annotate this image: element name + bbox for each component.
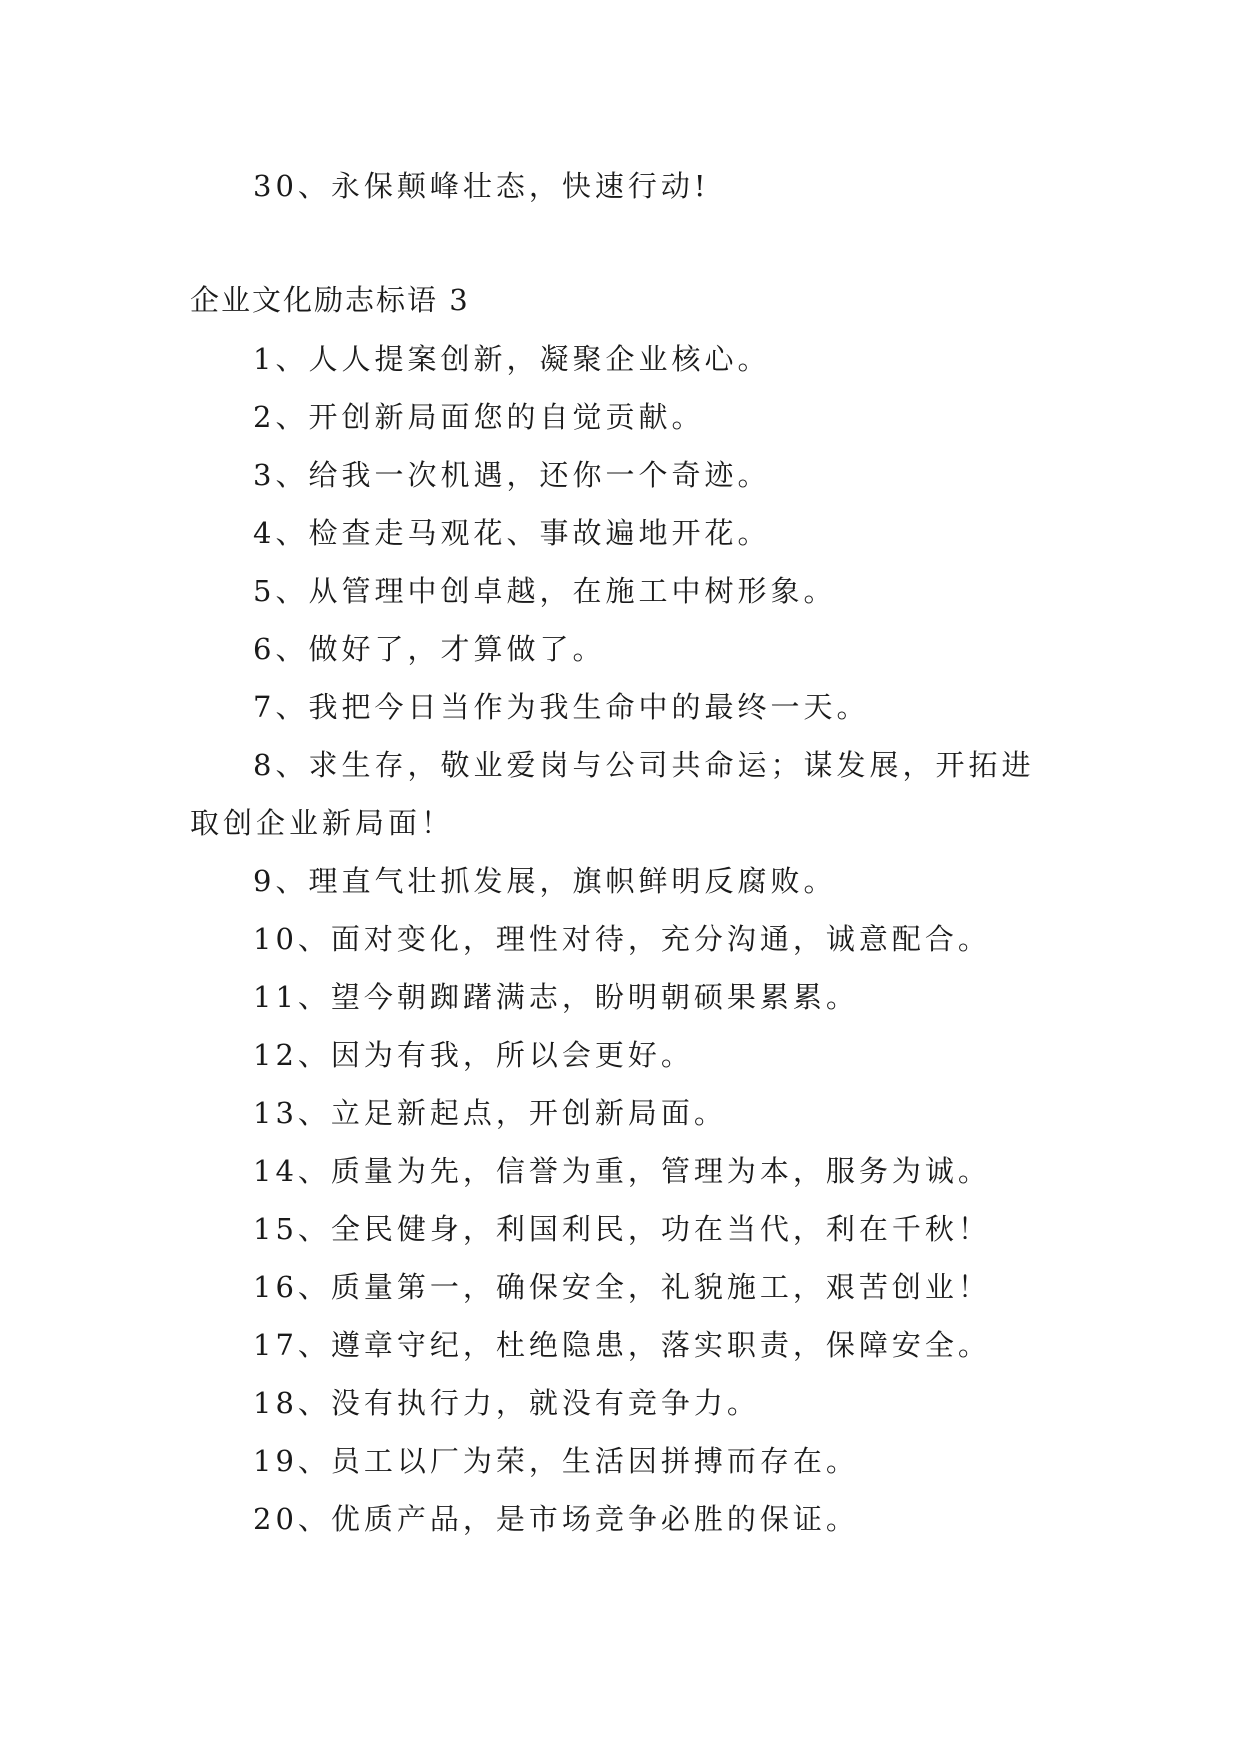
slogan-item-18: 18、没有执行力，就没有竞争力。: [253, 1386, 760, 1420]
slogan-item-16: 16、质量第一，确保安全，礼貌施工，艰苦创业！: [253, 1270, 991, 1304]
slogan-item-13: 13、立足新起点，开创新局面。: [253, 1096, 727, 1130]
slogan-item-17: 17、遵章守纪，杜绝隐患，落实职责，保障安全。: [253, 1328, 991, 1362]
slogan-item-7: 7、我把今日当作为我生命中的最终一天。: [253, 690, 870, 724]
slogan-item-9: 9、理直气壮抓发展，旗帜鲜明反腐败。: [253, 864, 837, 898]
section-title: 企业文化励志标语 3: [190, 283, 470, 317]
slogan-item-1: 1、人人提案创新，凝聚企业核心。: [253, 342, 771, 376]
slogan-item-5: 5、从管理中创卓越，在施工中树形象。: [253, 574, 837, 608]
slogan-item-6: 6、做好了，才算做了。: [253, 632, 606, 666]
slogan-item-14: 14、质量为先，信誉为重，管理为本，服务为诚。: [253, 1154, 991, 1188]
slogan-item-20: 20、优质产品，是市场竞争必胜的保证。: [253, 1502, 859, 1536]
slogan-item-30: 30、永保颠峰壮态，快速行动!: [253, 169, 710, 203]
slogan-item-8: 8、求生存，敬业爱岗与公司共命运；谋发展，开拓进: [253, 748, 1035, 782]
slogan-item-8-continued: 取创企业新局面！: [190, 806, 455, 840]
slogan-item-11: 11、望今朝踟躇满志，盼明朝硕果累累。: [253, 980, 859, 1014]
slogan-item-2: 2、开创新局面您的自觉贡献。: [253, 400, 705, 434]
slogan-item-3: 3、给我一次机遇，还你一个奇迹。: [253, 458, 771, 492]
slogan-item-10: 10、面对变化，理性对待，充分沟通，诚意配合。: [253, 922, 991, 956]
slogan-item-15: 15、全民健身，利国利民，功在当代，利在千秋！: [253, 1212, 991, 1246]
slogan-item-12: 12、因为有我，所以会更好。: [253, 1038, 694, 1072]
slogan-item-4: 4、检查走马观花、事故遍地开花。: [253, 516, 771, 550]
slogan-item-19: 19、员工以厂为荣，生活因拼搏而存在。: [253, 1444, 859, 1478]
